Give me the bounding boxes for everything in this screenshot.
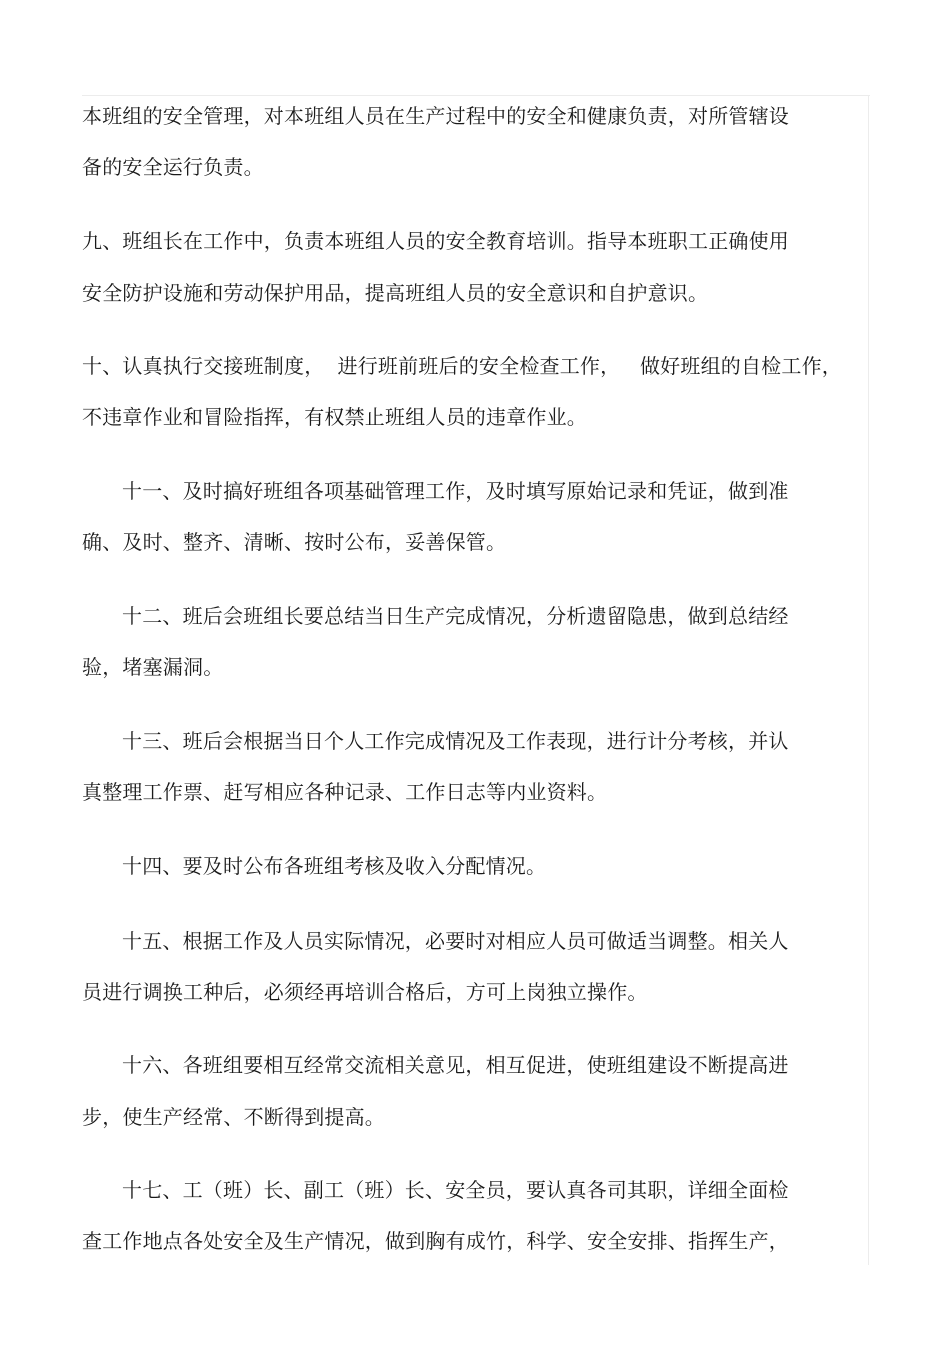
text-line: 十、认真执行交接班制度， 进行班前班后的安全检查工作， 做好班组的自检工作， [82, 354, 842, 378]
text-line: 十七、工（班）长、副工（班）长、安全员，要认真各司其职，详细全面检 [122, 1178, 789, 1202]
text-line: 员进行调换工种后，必须经再培训合格后，方可上岗独立操作。 [82, 980, 648, 1004]
text-line: 十五、根据工作及人员实际情况，必要时对相应人员可做适当调整。相关人 [122, 929, 789, 953]
text-line: 十一、及时搞好班组各项基础管理工作，及时填写原始记录和凭证，做到准 [122, 479, 789, 503]
text-line: 安全防护设施和劳动保护用品，提高班组人员的安全意识和自护意识。 [82, 281, 709, 305]
text-line: 验，堵塞漏洞。 [82, 655, 224, 679]
text-line: 十三、班后会根据当日个人工作完成情况及工作表现，进行计分考核，并认 [122, 729, 789, 753]
text-line: 不违章作业和冒险指挥，有权禁止班组人员的违章作业。 [82, 405, 587, 429]
text-line: 真整理工作票、赶写相应各种记录、工作日志等内业资料。 [82, 780, 608, 804]
text-line: 九、班组长在工作中，负责本班组人员的安全教育培训。指导本班职工正确使用 [82, 229, 789, 253]
text-line: 十六、各班组要相互经常交流相关意见，相互促进，使班组建设不断提高进 [122, 1053, 789, 1077]
page-border-right [868, 95, 869, 1265]
text-line: 本班组的安全管理，对本班组人员在生产过程中的安全和健康负责，对所管辖设 [82, 104, 789, 128]
text-line: 十四、要及时公布各班组考核及收入分配情况。 [122, 854, 547, 878]
text-line: 步，使生产经常、不断得到提高。 [82, 1105, 385, 1129]
page-border-top [82, 95, 870, 96]
text-line: 查工作地点各处安全及生产情况，做到胸有成竹，科学、安全安排、指挥生产， [82, 1229, 789, 1253]
text-line: 十二、班后会班组长要总结当日生产完成情况，分析遗留隐患，做到总结经 [122, 604, 789, 628]
text-line: 确、及时、整齐、清晰、按时公布，妥善保管。 [82, 530, 507, 554]
text-line: 备的安全运行负责。 [82, 155, 264, 179]
